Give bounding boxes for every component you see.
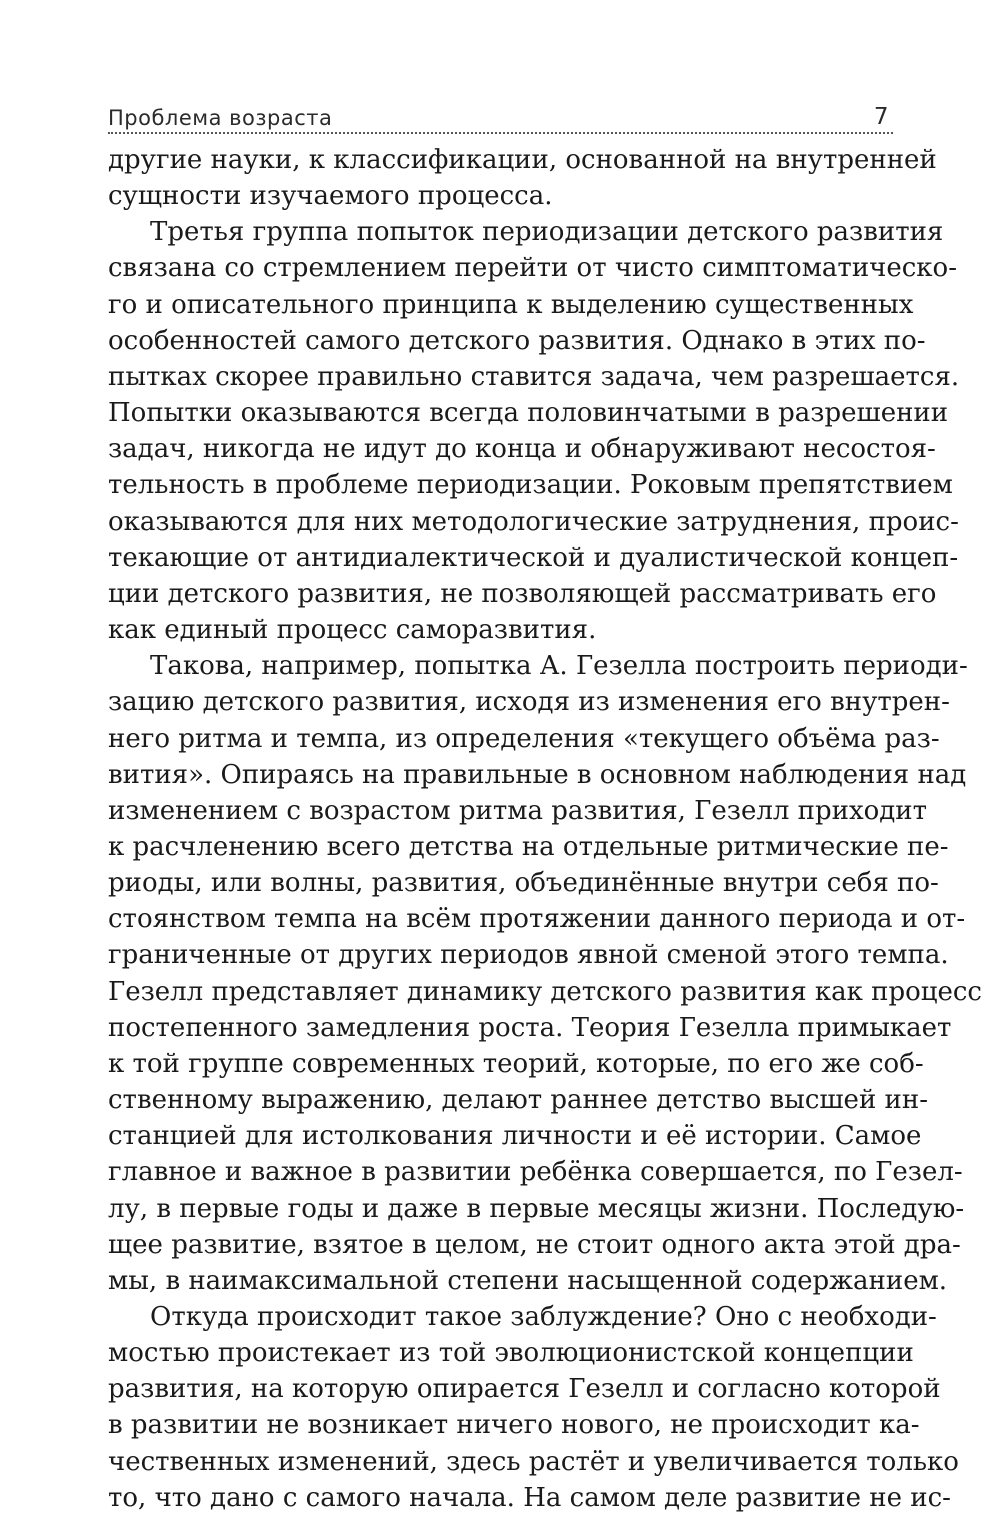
- text-line: текающие от антидиалектической и дуалистической концеп-: [108, 542, 959, 573]
- running-title: Проблема возраста: [108, 106, 333, 130]
- text-line: стоянством темпа на всём протяжении данного периода и от-: [108, 904, 966, 935]
- text-line: Такова, например, попытка А. Гезелла построить периоди-: [150, 651, 968, 682]
- text-line: мы, в наимаксимальной степени насыщенной содержанием.: [108, 1265, 948, 1296]
- text-line: Гезелл представляет динамику детского развития как процесс: [108, 976, 982, 1007]
- text-line: главное и важное в развитии ребёнка совершается, по Гезел-: [108, 1157, 963, 1188]
- text-line: развития, на которую опирается Гезелл и согласно которой: [108, 1374, 941, 1405]
- text-line: изменением с возрастом ритма развития, Гезелл приходит: [108, 795, 927, 826]
- paragraph: [108, 648, 982, 1299]
- text-line: Третья группа попыток периодизации детского развития: [150, 217, 944, 248]
- text-line: станцией для истолкования личности и её истории. Самое: [108, 1121, 922, 1152]
- text-line: другие науки, к классификации, основанной на внутренней: [108, 145, 937, 175]
- text-line: го и описательного принципа к выделению существенных: [108, 289, 914, 320]
- text-line: постепенного замедления роста. Теория Гезелла примыкает: [108, 1012, 952, 1043]
- text-line: связана со стремлением перейти от чисто симптоматическо-: [108, 253, 957, 284]
- text-line: ственному выражению, делают раннее детство высшей ин-: [108, 1085, 928, 1116]
- page-number: 7: [873, 104, 889, 130]
- text-line: вития». Опираясь на правильные в основном наблюдения над: [108, 759, 967, 790]
- text-line: зацию детского развития, исходя из изменения его внутрен-: [108, 687, 950, 718]
- text-line: задач, никогда не идут до конца и обнаруживают несостоя-: [108, 434, 936, 465]
- text-line: к расчленению всего детства на отдельные ритмические пе-: [108, 831, 949, 862]
- text-line: пытках скорее правильно ставится задача, чем разрешается.: [108, 361, 960, 392]
- text-line: него ритма и темпа, из определения «текущего объёма раз-: [108, 723, 940, 754]
- text-line: то, что дано с самого начала. На самом деле развитие не ис-: [108, 1482, 951, 1513]
- text-line: мостью проистекает из той эволюционистской концепции: [108, 1338, 914, 1369]
- text-line: риоды, или волны, развития, объединённые внутри себя по-: [108, 868, 939, 899]
- text-line: тельность в проблеме периодизации. Роковым препятствием: [108, 470, 953, 501]
- text-line: сущности изучаемого процесса.: [108, 181, 553, 212]
- paragraph: [108, 214, 960, 648]
- text-line: граниченные от других периодов явной сменой этого темпа.: [108, 940, 949, 971]
- paragraph: [108, 142, 937, 214]
- text-line: чественных изменений, здесь растёт и увеличивается только: [108, 1446, 959, 1477]
- text-line: в развитии не возникает ничего нового, не происходит ка-: [108, 1410, 920, 1441]
- text-line: лу, в первые годы и даже в первые месяцы жизни. Последую-: [108, 1193, 965, 1224]
- text-line: как единый процесс саморазвития.: [108, 615, 597, 646]
- book-page: [108, 100, 982, 1516]
- text-line: ции детского развития, не позволяющей рассматривать его: [108, 578, 937, 609]
- text-line: особенностей самого детского развития. Однако в этих по-: [108, 325, 926, 356]
- running-header: [108, 100, 893, 134]
- body-text: [108, 142, 982, 1516]
- text-line: оказываются для них методологические затруднения, проис-: [108, 506, 959, 537]
- paragraph: [108, 1299, 959, 1516]
- text-line: к той группе современных теорий, которые, по его же соб-: [108, 1048, 924, 1079]
- text-line: Попытки оказываются всегда половинчатыми в разрешении: [108, 398, 949, 429]
- text-line: Откуда происходит такое заблуждение? Оно с необходи-: [150, 1302, 937, 1332]
- text-line: щее развитие, взятое в целом, не стоит одного акта этой дра-: [108, 1229, 961, 1260]
